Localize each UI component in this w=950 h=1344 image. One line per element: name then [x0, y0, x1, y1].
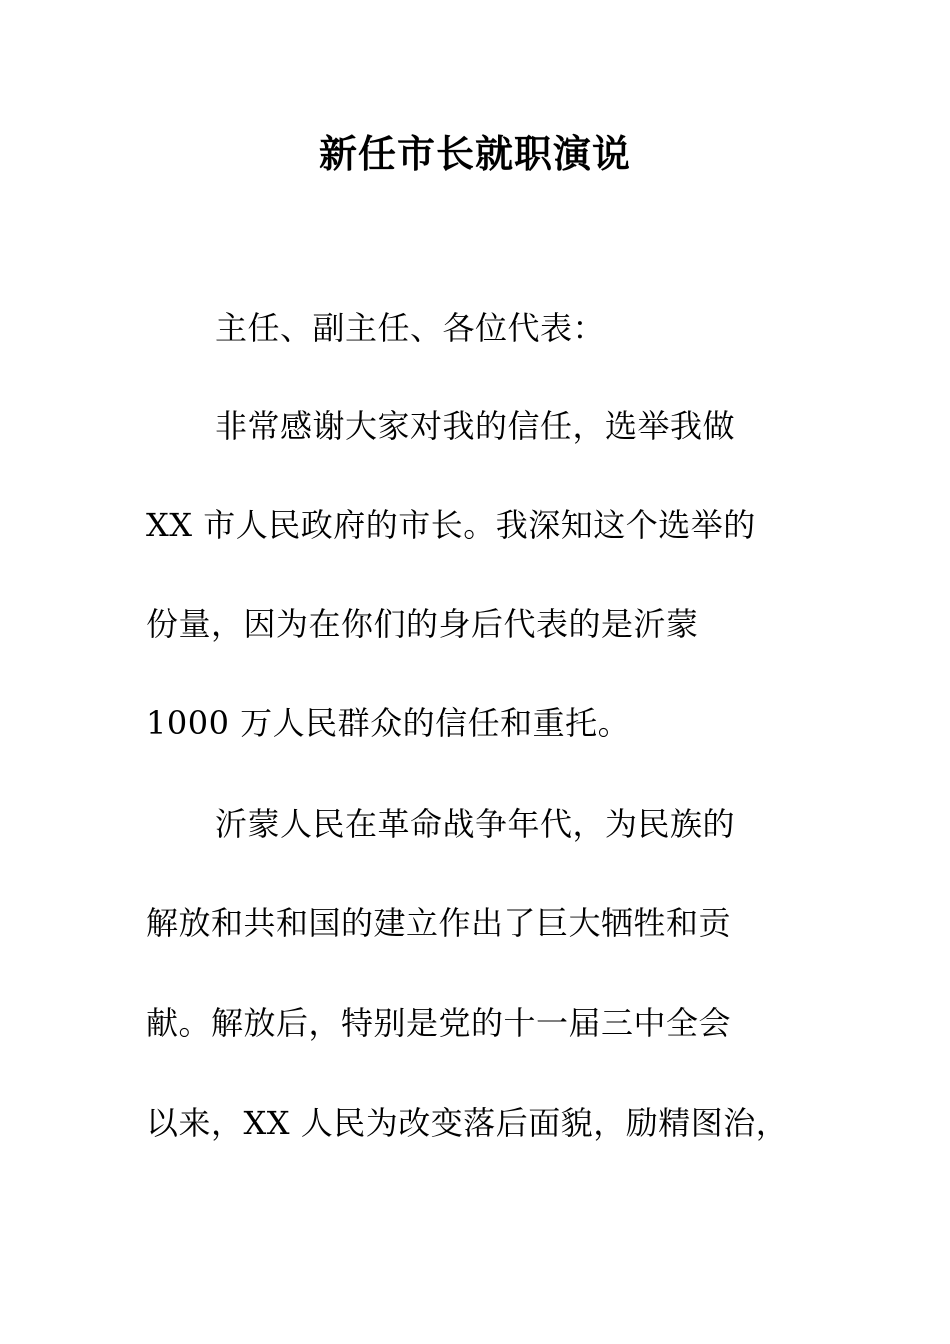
paragraph-line: 解放和共和国的建立作出了巨大牺牲和贡: [146, 904, 732, 942]
paragraph-line: XX 市人民政府的市长。我深知这个选举的: [146, 506, 756, 544]
salutation-line: 主任、副主任、各位代表：: [215, 309, 606, 347]
paragraph-line: 非常感谢大家对我的信任，选举我做: [215, 407, 736, 445]
paragraph-line: 献。解放后，特别是党的十一届三中全会: [146, 1004, 732, 1042]
paragraph-line: 1000 万人民群众的信任和重托。: [146, 704, 631, 742]
paragraph-line: 沂蒙人民在革命战争年代，为民族的: [215, 805, 736, 843]
document-title: 新任市长就职演说: [318, 132, 631, 176]
paragraph-line: 以来，XX 人民为改变落后面貌，励精图治，: [146, 1104, 789, 1142]
paragraph-line: 份量，因为在你们的身后代表的是沂蒙: [146, 605, 699, 643]
